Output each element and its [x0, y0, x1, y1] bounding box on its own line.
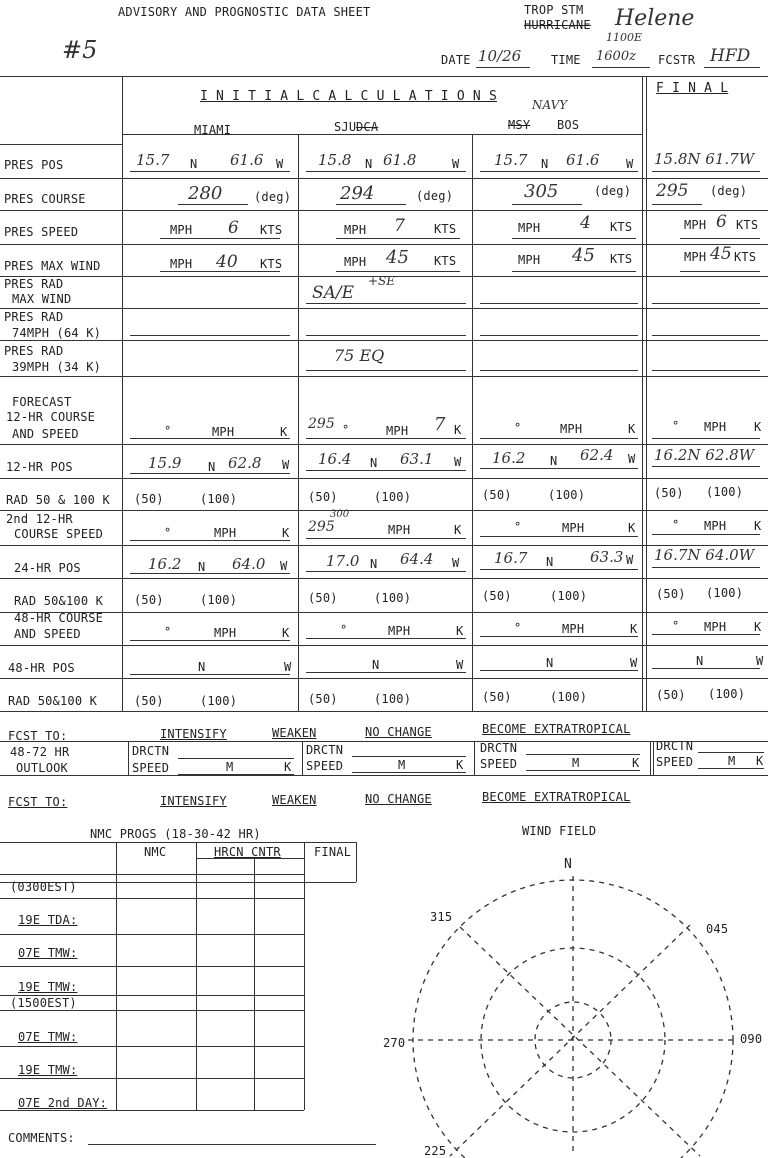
wind-field-225: 225	[424, 1144, 447, 1158]
outlook-speed: SPEED	[656, 755, 694, 769]
wind-field-315: 315	[430, 910, 453, 924]
pos-sju-lon: 61.8	[383, 151, 417, 169]
fcst-to-label-1: FCST TO:	[8, 729, 68, 743]
col-msy: MSY	[508, 118, 531, 132]
unit-mph: MPH	[562, 622, 585, 636]
pos24-miami-lon: 64.0	[232, 555, 266, 573]
rad-50: (50)	[134, 492, 164, 506]
pos24-sju-lon: 64.4	[400, 550, 434, 568]
c2nd-sju-note: 300	[330, 509, 350, 520]
row-c48-2: AND SPEED	[14, 627, 81, 641]
unit-mph: MPH	[386, 424, 409, 438]
nmc-row-19e-tmw-2: 19E TMW:	[18, 1063, 78, 1077]
unit-k: K	[754, 620, 762, 634]
outlook-drctn: DRCTN	[480, 741, 518, 755]
unit-deg-sym: °	[342, 423, 350, 437]
time-note: 1100E	[606, 31, 643, 44]
unit-deg-sym: °	[514, 520, 522, 534]
rad-100: (100)	[708, 687, 746, 701]
pos-msy-lat: 15.7	[494, 151, 528, 169]
fc12-sju-course: 295	[308, 416, 335, 432]
unit-n: N	[198, 560, 206, 574]
fcst-intensify-2: INTENSIFY	[160, 794, 227, 808]
wind-field-270: 270	[383, 1036, 406, 1050]
navy-note: NAVY	[532, 98, 568, 112]
unit-w: W	[452, 556, 460, 570]
unit-mph: MPH	[704, 519, 727, 533]
unit-k: K	[754, 519, 762, 533]
outlook-k: K	[284, 760, 292, 774]
outlook-drctn: DRCTN	[132, 744, 170, 758]
unit-k: K	[754, 420, 762, 434]
nmc-row-07e-tmw-2: 07E TMW:	[18, 1030, 78, 1044]
unit-mph: MPH	[170, 223, 193, 237]
row-fc12-1: FORECAST	[12, 395, 72, 409]
row-c2nd-2: COURSE SPEED	[14, 527, 104, 541]
pos-miami-lon: 61.6	[230, 151, 264, 169]
row-fc12-3: AND SPEED	[12, 427, 79, 441]
col-bos: BOS	[557, 118, 580, 132]
unit-w: W	[628, 452, 636, 466]
unit-mph: MPH	[170, 257, 193, 271]
unit-k: K	[628, 422, 636, 436]
unit-mph: MPH	[518, 221, 541, 235]
nmc-col-final: FINAL	[314, 845, 352, 859]
outlook-k: K	[632, 756, 640, 770]
fcst-weaken-2: WEAKEN	[272, 793, 317, 807]
rad-50: (50)	[654, 486, 684, 500]
rad-50: (50)	[308, 490, 338, 504]
initial-calculations-header: I N I T I A L C A L C U L A T I O N S	[200, 89, 497, 104]
col-miami: MIAMI	[194, 123, 232, 137]
unit-n: N	[208, 460, 216, 474]
pos12-miami-lon: 62.8	[228, 454, 262, 472]
unit-deg-sym: °	[672, 619, 680, 633]
row-pos12: 12-HR POS	[6, 460, 73, 474]
storm-type-trop: TROP STM	[524, 3, 584, 17]
rad-100: (100)	[550, 589, 588, 603]
nmc-section-0300: (0300EST)	[10, 880, 77, 894]
outlook-label-2: OUTLOOK	[16, 761, 68, 775]
wind-msy: 45	[572, 245, 595, 266]
unit-n: N	[696, 654, 704, 668]
rad-50: (50)	[482, 589, 512, 603]
col-sju: SJU	[334, 120, 357, 134]
pos-final: 15.8N 61.7W	[654, 150, 755, 168]
unit-mph: MPH	[214, 526, 237, 540]
pos12-sju-lat: 16.4	[318, 450, 352, 468]
fcst-to-label-2: FCST TO:	[8, 795, 68, 809]
unit-k: K	[282, 626, 290, 640]
fcst-extratropical-1: BECOME EXTRATROPICAL	[482, 722, 631, 736]
pos12-msy-lat: 16.2	[492, 449, 526, 467]
row-fc12-2: 12-HR COURSE	[6, 410, 96, 424]
comments-label: COMMENTS:	[8, 1131, 75, 1145]
rad-100: (100)	[706, 586, 744, 600]
nmc-section-1500: (1500EST)	[10, 996, 77, 1010]
row-pres-rad-74-2: 74MPH (64 K)	[12, 326, 102, 340]
row-pres-pos: PRES POS	[4, 158, 64, 172]
time-value: 1600z	[596, 49, 636, 64]
unit-n: N	[365, 157, 373, 171]
fcst-no-change-2: NO CHANGE	[365, 792, 432, 806]
unit-w: W	[280, 559, 288, 573]
unit-kts: KTS	[434, 254, 457, 268]
unit-n: N	[198, 660, 206, 674]
row-pres-course: PRES COURSE	[4, 192, 86, 206]
rad-50: (50)	[134, 694, 164, 708]
wind-field-045: 045	[706, 922, 729, 936]
unit-kts: KTS	[260, 257, 283, 271]
unit-deg-sym: °	[164, 526, 172, 540]
wind-field-n: N	[564, 857, 573, 872]
nmc-row-19e-tda: 19E TDA:	[18, 913, 78, 927]
unit-deg: (deg)	[710, 184, 748, 198]
nmc-row-19e-tmw: 19E TMW:	[18, 980, 78, 994]
nmc-row-07e-2nd-day: 07E 2nd DAY:	[18, 1096, 108, 1110]
unit-kts: KTS	[734, 250, 757, 264]
unit-k: K	[628, 521, 636, 535]
row-rad24: RAD 50&100 K	[14, 594, 104, 608]
row-c2nd-1: 2nd 12-HR	[6, 512, 73, 526]
unit-w: W	[276, 157, 284, 171]
unit-mph: MPH	[560, 422, 583, 436]
unit-k: K	[454, 423, 462, 437]
unit-w: W	[626, 157, 634, 171]
wind-miami: 40	[216, 252, 238, 272]
outlook-speed: SPEED	[306, 759, 344, 773]
outlook-drctn: DRCTN	[306, 743, 344, 757]
outlook-drctn: DRCTN	[656, 739, 694, 753]
unit-mph: MPH	[388, 624, 411, 638]
outlook-k: K	[756, 754, 764, 768]
pos-msy-lon: 61.6	[566, 151, 600, 169]
unit-n: N	[370, 456, 378, 470]
pos24-sju-lat: 17.0	[326, 552, 360, 570]
pos12-sju-lon: 63.1	[400, 450, 434, 468]
unit-deg-sym: °	[514, 421, 522, 435]
wind-sju: 45	[386, 247, 409, 268]
unit-w: W	[452, 157, 460, 171]
unit-kts: KTS	[736, 218, 759, 232]
rad-100: (100)	[374, 591, 412, 605]
unit-mph: MPH	[704, 420, 727, 434]
rad-100: (100)	[548, 488, 586, 502]
unit-k: K	[630, 622, 638, 636]
unit-w: W	[456, 658, 464, 672]
pos-miami-lat: 15.7	[136, 151, 170, 169]
pos24-miami-lat: 16.2	[148, 555, 182, 573]
rad39-sju: 75 EQ	[334, 346, 385, 365]
sheet-number: #5	[62, 36, 98, 64]
speed-msy: 4	[580, 213, 591, 233]
outlook-m: M	[572, 756, 580, 770]
speed-sju: 7	[394, 216, 405, 236]
row-pres-max-wind: PRES MAX WIND	[4, 259, 101, 273]
wind-field-title: WIND FIELD	[522, 824, 597, 838]
rad-50: (50)	[308, 692, 338, 706]
fcstr-label: FCSTR	[658, 53, 696, 67]
unit-mph: MPH	[344, 223, 367, 237]
nmc-col-hrcn: HRCN CNTR	[214, 845, 281, 859]
outlook-k: K	[456, 758, 464, 772]
col-sju-struck: DCA	[356, 120, 379, 134]
final-header: F I N A L	[656, 81, 729, 96]
unit-mph: MPH	[704, 620, 727, 634]
unit-w: W	[282, 458, 290, 472]
unit-mph: MPH	[518, 253, 541, 267]
rad-100: (100)	[374, 490, 412, 504]
row-pres-rad-max-2: MAX WIND	[12, 292, 72, 306]
outlook-m: M	[398, 758, 406, 772]
unit-mph: MPH	[344, 255, 367, 269]
pos12-final: 16.2N 62.8W	[654, 446, 755, 464]
rad-50: (50)	[482, 690, 512, 704]
pos12-msy-lon: 62.4	[580, 446, 614, 464]
outlook-label-1: 48-72 HR	[10, 745, 70, 759]
row-pos48: 48-HR POS	[8, 661, 75, 675]
row-rad48: RAD 50&100 K	[8, 694, 98, 708]
unit-deg-sym: °	[672, 419, 680, 433]
fcst-extratropical-2: BECOME EXTRATROPICAL	[482, 790, 631, 804]
outlook-m: M	[226, 760, 234, 774]
row-pres-rad-39-1: PRES RAD	[4, 344, 64, 358]
row-pos24: 24-HR POS	[14, 561, 81, 575]
unit-mph: MPH	[684, 218, 707, 232]
rad-100: (100)	[200, 694, 238, 708]
unit-deg-sym: °	[340, 623, 348, 637]
unit-mph: MPH	[212, 425, 235, 439]
unit-kts: KTS	[434, 222, 457, 236]
unit-n: N	[370, 557, 378, 571]
rad-50: (50)	[656, 587, 686, 601]
radmax-sju-note: +SE	[368, 274, 396, 288]
date-label: DATE	[441, 53, 471, 67]
unit-k: K	[456, 624, 464, 638]
pos-sju-lat: 15.8	[318, 151, 352, 169]
unit-n: N	[372, 658, 380, 672]
row-pres-rad-74-1: PRES RAD	[4, 310, 64, 324]
unit-w: W	[630, 656, 638, 670]
speed-final: 6	[716, 212, 727, 232]
row-rad12: RAD 50 & 100 K	[6, 493, 110, 507]
course-final: 295	[656, 181, 689, 201]
fcst-intensify-1: INTENSIFY	[160, 727, 227, 741]
unit-mph: MPH	[684, 250, 707, 264]
unit-kts: KTS	[260, 223, 283, 237]
row-pres-speed: PRES SPEED	[4, 225, 79, 239]
row-pres-rad-max-1: PRES RAD	[4, 277, 64, 291]
outlook-speed: SPEED	[480, 757, 518, 771]
outlook-m: M	[728, 754, 736, 768]
unit-w: W	[454, 455, 462, 469]
fcst-weaken-1: WEAKEN	[272, 726, 317, 740]
rad-100: (100)	[200, 492, 238, 506]
unit-w: W	[756, 654, 764, 668]
wind-final: 45	[710, 244, 732, 264]
unit-deg: (deg)	[594, 184, 632, 198]
course-miami: 280	[188, 183, 223, 204]
course-sju: 294	[340, 183, 375, 204]
nmc-col-nmc: NMC	[144, 845, 167, 859]
unit-deg-sym: °	[164, 625, 172, 639]
unit-n: N	[541, 157, 549, 171]
sheet-title: ADVISORY AND PROGNOSTIC DATA SHEET	[118, 5, 371, 19]
unit-n: N	[190, 157, 198, 171]
course-msy: 305	[524, 181, 559, 202]
rad-100: (100)	[374, 692, 412, 706]
unit-k: K	[454, 523, 462, 537]
c2nd-sju: 295	[308, 519, 335, 535]
unit-kts: KTS	[610, 252, 633, 266]
rad-50: (50)	[134, 593, 164, 607]
rad-50: (50)	[482, 488, 512, 502]
nmc-row-07e-tmw: 07E TMW:	[18, 946, 78, 960]
pos24-msy-lon: 63.3	[590, 548, 624, 566]
unit-mph: MPH	[388, 523, 411, 537]
unit-deg: (deg)	[416, 189, 454, 203]
fc12-sju-speed: 7	[434, 414, 446, 435]
speed-miami: 6	[228, 218, 239, 238]
date-value: 10/26	[478, 47, 522, 65]
unit-k: K	[280, 425, 288, 439]
rad-50: (50)	[308, 591, 338, 605]
unit-deg-sym: °	[672, 518, 680, 532]
nmc-title: NMC PROGS (18-30-42 HR)	[90, 827, 261, 841]
rad-100: (100)	[550, 690, 588, 704]
fcstr-value: HFD	[710, 46, 751, 66]
unit-deg: (deg)	[254, 190, 292, 204]
unit-w: W	[626, 553, 634, 567]
unit-n: N	[546, 656, 554, 670]
unit-deg-sym: °	[514, 621, 522, 635]
storm-type-hurricane: HURRICANE	[524, 18, 591, 32]
wind-field-090: 090	[740, 1032, 763, 1046]
storm-name: Helene	[615, 6, 695, 31]
unit-n: N	[550, 454, 558, 468]
pos24-msy-lat: 16.7	[494, 549, 528, 567]
unit-kts: KTS	[610, 220, 633, 234]
unit-w: W	[284, 660, 292, 674]
time-label: TIME	[551, 53, 581, 67]
unit-mph: MPH	[562, 521, 585, 535]
pos24-final: 16.7N 64.0W	[654, 546, 755, 564]
row-c48-1: 48-HR COURSE	[14, 611, 104, 625]
radmax-sju: SA/E	[312, 283, 355, 303]
rad-100: (100)	[706, 485, 744, 499]
unit-mph: MPH	[214, 626, 237, 640]
pos12-miami-lat: 15.9	[148, 454, 182, 472]
outlook-speed: SPEED	[132, 761, 170, 775]
rad-50: (50)	[656, 688, 686, 702]
fcst-no-change-1: NO CHANGE	[365, 725, 432, 739]
unit-k: K	[282, 526, 290, 540]
unit-n: N	[546, 555, 554, 569]
row-pres-rad-39-2: 39MPH (34 K)	[12, 360, 102, 374]
unit-deg-sym: °	[164, 424, 172, 438]
rad-100: (100)	[200, 593, 238, 607]
